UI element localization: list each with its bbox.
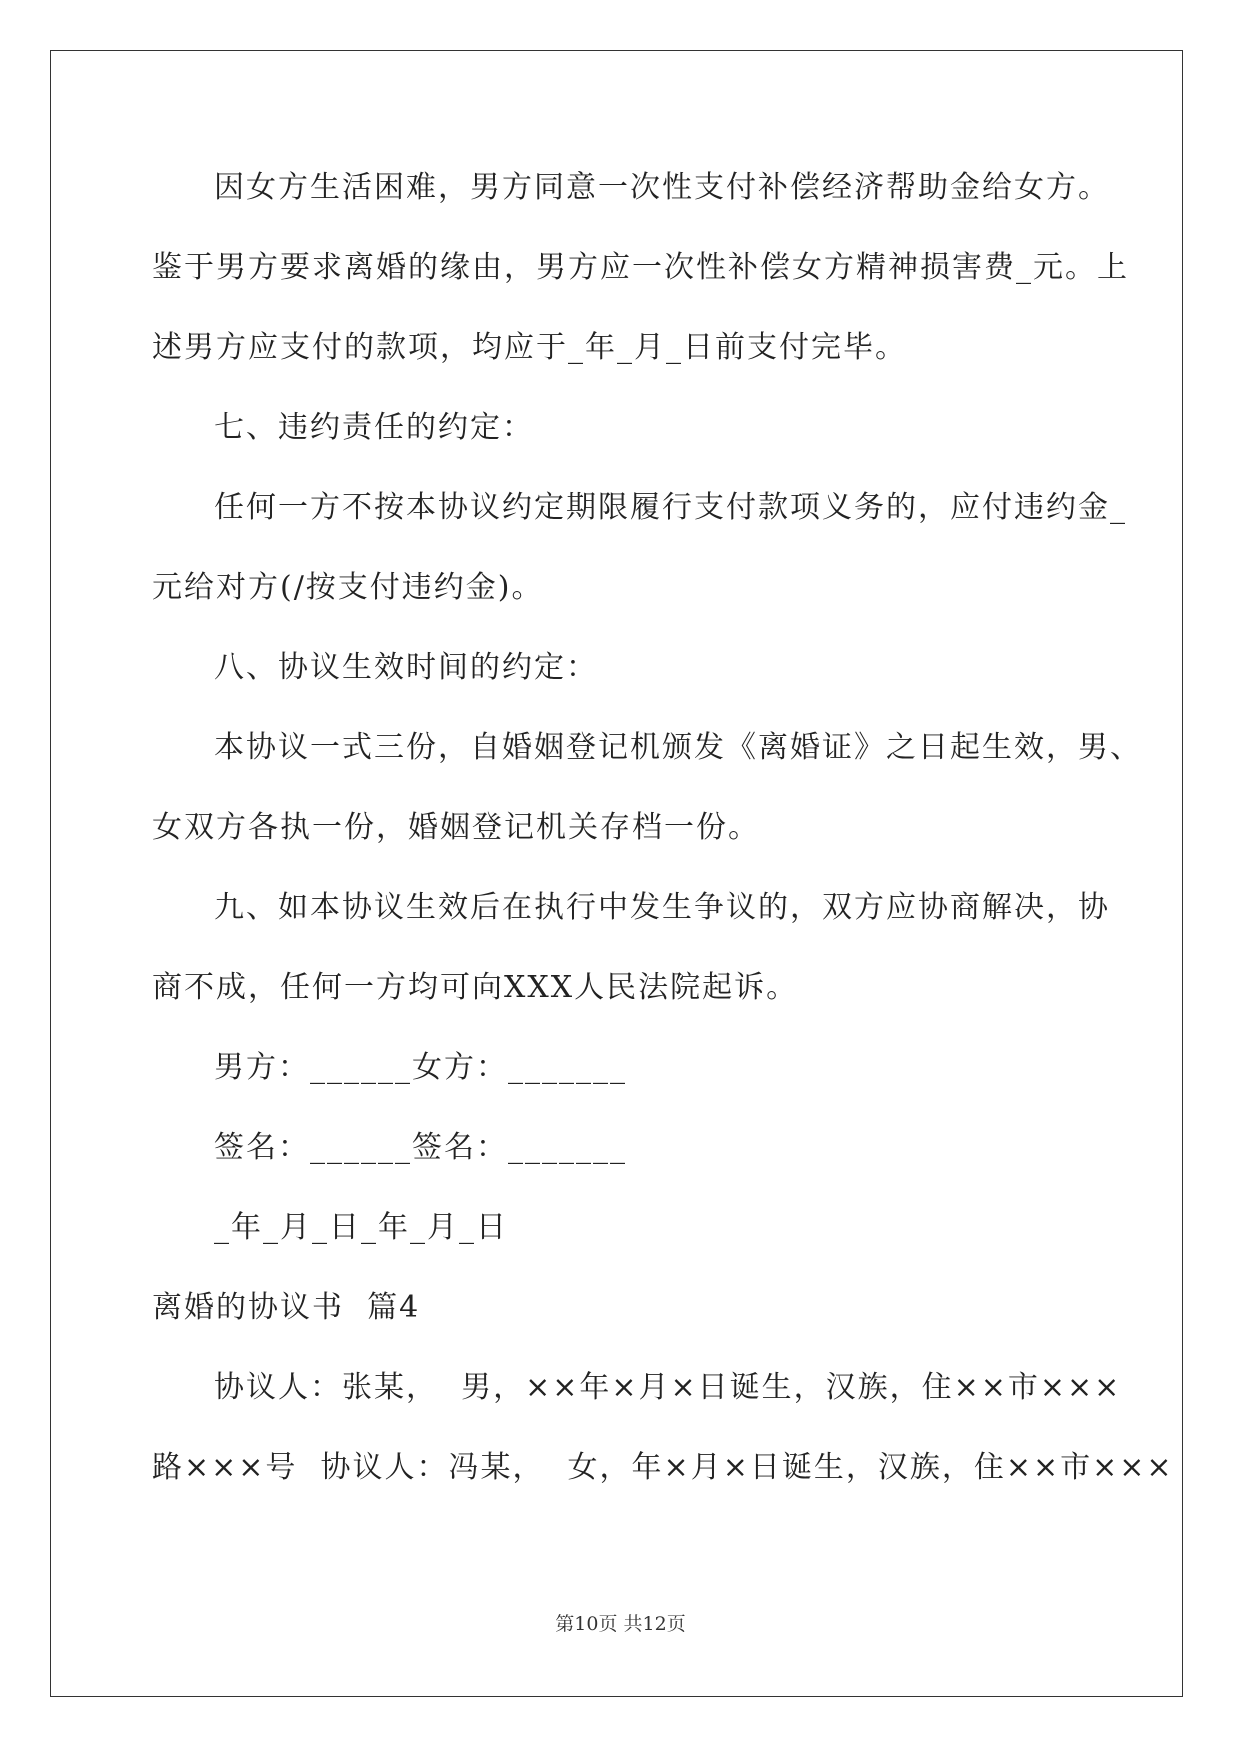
date-line: _年_月_日_年_月_日 (214, 1210, 508, 1245)
paragraph-line: 鉴于男方要求离婚的缘由，男方应一次性补偿女方精神损害费_元。上 (152, 250, 1129, 285)
paragraph-line: 本协议一式三份，自婚姻登记机颁发《离婚证》之日起生效，男、 (214, 730, 1142, 765)
section-title: 离婚的协议书 篇4 (152, 1290, 421, 1325)
paragraph-line: 任何一方不按本协议约定期限履行支付款项义务的，应付违约金_ (214, 490, 1127, 525)
paragraph-line: 协议人：张某， 男，××年×月×日诞生，汉族，住××市××× (214, 1370, 1122, 1405)
paragraph-line: 女双方各执一份，婚姻登记机关存档一份。 (152, 810, 760, 845)
paragraph-line: 路×××号 协议人：冯某， 女，年×月×日诞生，汉族，住××市××× (152, 1450, 1174, 1485)
paragraph-line: 九、如本协议生效后在执行中发生争议的，双方应协商解决，协 (214, 890, 1110, 925)
page-footer: 第10页 共12页 (555, 1613, 686, 1635)
paragraph-line: 因女方生活困难，男方同意一次性支付补偿经济帮助金给女方。 (214, 170, 1110, 205)
section-heading: 八、协议生效时间的约定： (214, 650, 598, 685)
signature-line: 签名：______签名：_______ (214, 1130, 627, 1165)
section-heading: 七、违约责任的约定： (214, 410, 534, 445)
paragraph-line: 商不成，任何一方均可向XXX人民法院起诉。 (152, 970, 799, 1005)
signature-line: 男方：______女方：_______ (214, 1050, 627, 1085)
paragraph-line: 元给对方(/按支付违约金)。 (152, 570, 544, 605)
paragraph-line: 述男方应支付的款项，均应于_年_月_日前支付完毕。 (152, 330, 907, 365)
